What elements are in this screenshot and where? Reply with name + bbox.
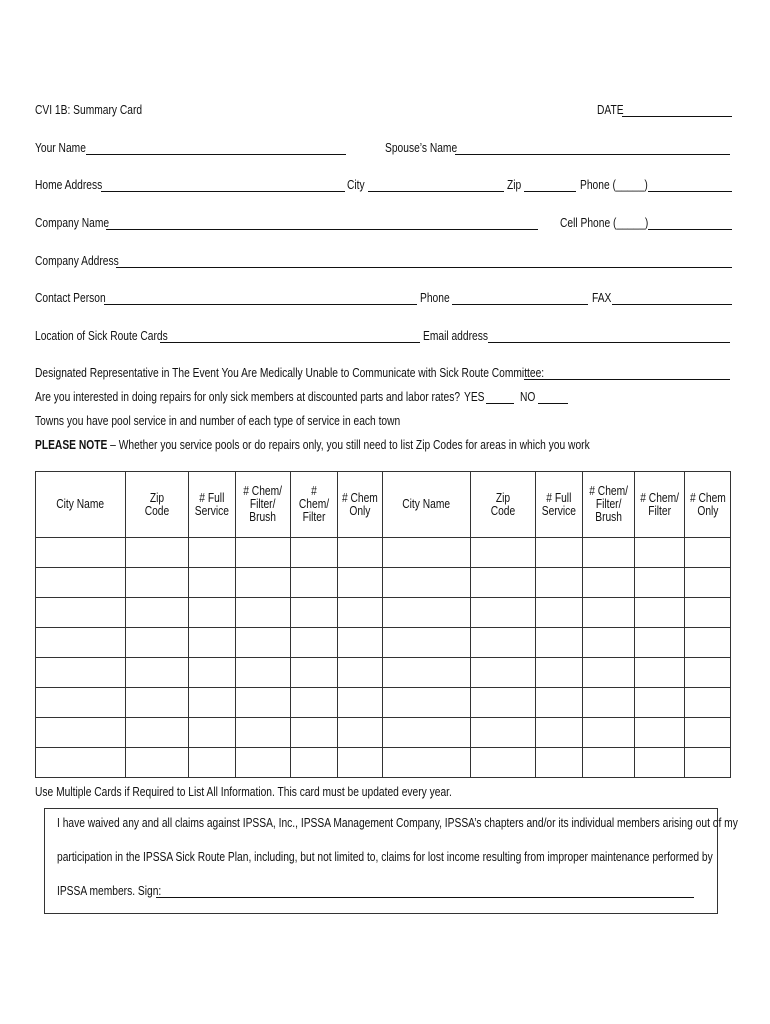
contact-person-label: Contact Person: [35, 291, 106, 305]
table-cell[interactable]: [536, 598, 583, 628]
col-zip-code: Zip Code: [126, 472, 189, 538]
zip-input-line[interactable]: [524, 191, 576, 192]
table-cell[interactable]: [471, 598, 536, 628]
table-row: [36, 598, 731, 628]
table-cell[interactable]: [189, 688, 236, 718]
yes-label: YES: [464, 390, 485, 404]
table-cell[interactable]: [685, 718, 731, 748]
table-row: [36, 538, 731, 568]
table-cell[interactable]: [583, 748, 635, 778]
table-cell[interactable]: [536, 718, 583, 748]
table-cell[interactable]: [536, 628, 583, 658]
col-chem-filter-brush-2: # Chem/ Filter/ Brush: [583, 472, 635, 538]
col-city-name: City Name: [36, 472, 126, 538]
table-cell[interactable]: [583, 688, 635, 718]
col-full-service-2: # Full Service: [536, 472, 583, 538]
table-cell[interactable]: [291, 568, 338, 598]
waiver-line-3: IPSSA members. Sign:: [57, 884, 162, 898]
table-cell[interactable]: [189, 598, 236, 628]
phone-label: Phone (_____): [580, 178, 648, 192]
col-chem-filter-2: # Chem/ Filter: [635, 472, 685, 538]
table-cell[interactable]: [685, 568, 731, 598]
table-cell[interactable]: [383, 748, 471, 778]
location-cards-input-line[interactable]: [160, 342, 420, 343]
table-cell[interactable]: [36, 628, 126, 658]
table-cell[interactable]: [471, 748, 536, 778]
email-input-line[interactable]: [488, 342, 730, 343]
table-cell[interactable]: [583, 568, 635, 598]
your-name-label: Your Name: [35, 141, 86, 155]
table-cell[interactable]: [236, 568, 291, 598]
no-input-line[interactable]: [538, 403, 568, 404]
table-cell[interactable]: [36, 748, 126, 778]
col-chem-only-2: # Chem Only: [685, 472, 731, 538]
table-row: [36, 658, 731, 688]
table-cell[interactable]: [685, 688, 731, 718]
table-cell[interactable]: [383, 628, 471, 658]
table-cell[interactable]: [36, 718, 126, 748]
signature-input-line[interactable]: [156, 897, 694, 898]
phone2-input-line[interactable]: [452, 304, 588, 305]
col-city-name-2: City Name: [383, 472, 471, 538]
table-cell[interactable]: [36, 538, 126, 568]
waiver-line-2: participation in the IPSSA Sick Route Plan, including, but not limited to, claims for lost income resulting from improper maintenance performed by: [57, 850, 713, 864]
your-name-input-line[interactable]: [86, 154, 346, 155]
table-cell[interactable]: [635, 568, 685, 598]
table-cell[interactable]: [189, 538, 236, 568]
table-cell[interactable]: [338, 718, 383, 748]
table-cell[interactable]: [189, 748, 236, 778]
table-cell[interactable]: [583, 658, 635, 688]
table-cell[interactable]: [126, 568, 189, 598]
table-row: [36, 718, 731, 748]
table-cell[interactable]: [583, 628, 635, 658]
table-cell[interactable]: [36, 568, 126, 598]
table-cell[interactable]: [338, 628, 383, 658]
table-cell[interactable]: [126, 538, 189, 568]
table-cell[interactable]: [471, 688, 536, 718]
table-cell[interactable]: [126, 718, 189, 748]
table-cell[interactable]: [291, 688, 338, 718]
col-chem-only: # Chem Only: [338, 472, 383, 538]
cell-phone-label: Cell Phone (_____): [560, 216, 649, 230]
table-cell[interactable]: [685, 598, 731, 628]
table-row: [36, 688, 731, 718]
table-cell[interactable]: [471, 628, 536, 658]
table-cell[interactable]: [583, 718, 635, 748]
table-cell[interactable]: [338, 538, 383, 568]
towns-instruction: Towns you have pool service in and number of each type of service in each town: [35, 414, 401, 428]
table-cell[interactable]: [126, 748, 189, 778]
table-cell[interactable]: [471, 658, 536, 688]
table-cell[interactable]: [126, 688, 189, 718]
table-cell[interactable]: [685, 538, 731, 568]
table-cell[interactable]: [291, 658, 338, 688]
home-address-input-line[interactable]: [101, 191, 345, 192]
table-cell[interactable]: [36, 658, 126, 688]
table-header-row: [36, 472, 731, 538]
phone2-label: Phone: [420, 291, 450, 305]
table-cell[interactable]: [635, 748, 685, 778]
please-note: [35, 438, 590, 452]
table-cell[interactable]: [236, 718, 291, 748]
col-chem-filter-brush: # Chem/ Filter/ Brush: [236, 472, 291, 538]
date-label: DATE: [597, 103, 624, 117]
table-cell[interactable]: [291, 748, 338, 778]
zip-label: Zip: [507, 178, 522, 192]
table-cell[interactable]: [383, 538, 471, 568]
company-name-label: Company Name: [35, 216, 110, 230]
city-label: City: [347, 178, 365, 192]
table-cell[interactable]: [383, 598, 471, 628]
col-zip-code-2: Zip Code: [471, 472, 536, 538]
table-cell[interactable]: [126, 598, 189, 628]
table-cell[interactable]: [685, 748, 731, 778]
table-cell[interactable]: [36, 598, 126, 628]
home-address-label: Home Address: [35, 178, 103, 192]
table-cell[interactable]: [291, 538, 338, 568]
table-cell[interactable]: [236, 628, 291, 658]
table-cell[interactable]: [536, 538, 583, 568]
table-cell[interactable]: [338, 748, 383, 778]
designated-rep-label: Designated Representative in The Event You Are Medically Unable to Communicate with Sick Route Committee:: [35, 366, 545, 380]
company-name-input-line[interactable]: [106, 229, 538, 230]
table-cell[interactable]: [383, 688, 471, 718]
table-cell[interactable]: [536, 748, 583, 778]
table-cell[interactable]: [583, 538, 635, 568]
please-note-label: PLEASE NOTE: [35, 438, 108, 452]
location-cards-label: Location of Sick Route Cards: [35, 329, 168, 343]
table-cell[interactable]: [685, 628, 731, 658]
table-cell[interactable]: [236, 748, 291, 778]
repairs-question: Are you interested in doing repairs for only sick members at discounted parts and labor rates?: [35, 390, 461, 404]
table-cell[interactable]: [189, 628, 236, 658]
table-cell[interactable]: [471, 538, 536, 568]
table-cell[interactable]: [635, 718, 685, 748]
contact-person-input-line[interactable]: [104, 304, 417, 305]
service-table: [35, 471, 731, 778]
table-cell[interactable]: [338, 688, 383, 718]
table-cell[interactable]: [471, 718, 536, 748]
email-label: Email address: [423, 329, 488, 343]
table-cell[interactable]: [126, 658, 189, 688]
yes-input-line[interactable]: [486, 403, 514, 404]
table-cell[interactable]: [685, 658, 731, 688]
table-cell[interactable]: [471, 568, 536, 598]
table-cell[interactable]: [383, 658, 471, 688]
table-cell[interactable]: [36, 688, 126, 718]
table-cell[interactable]: [236, 538, 291, 568]
table-cell[interactable]: [635, 688, 685, 718]
col-full-service: # Full Service: [189, 472, 236, 538]
spouse-name-label: Spouse’s Name: [385, 141, 458, 155]
table-cell[interactable]: [338, 658, 383, 688]
company-address-label: Company Address: [35, 254, 119, 268]
table-row: [36, 628, 731, 658]
table-row: [36, 568, 731, 598]
table-cell[interactable]: [189, 718, 236, 748]
table-cell[interactable]: [338, 598, 383, 628]
table-cell[interactable]: [236, 688, 291, 718]
col-chem-filter: # Chem/ Filter: [291, 472, 338, 538]
form-title: CVI 1B: Summary Card: [35, 103, 143, 117]
table-cell[interactable]: [635, 658, 685, 688]
city-input-line[interactable]: [368, 191, 504, 192]
date-input-line[interactable]: [622, 116, 732, 117]
table-cell[interactable]: [383, 718, 471, 748]
table-row: [36, 748, 731, 778]
table-cell[interactable]: [189, 568, 236, 598]
designated-rep-input-line[interactable]: [524, 379, 730, 380]
fax-label: FAX: [592, 291, 612, 305]
table-cell[interactable]: [536, 688, 583, 718]
please-note-text: – Whether you service pools or do repairs only, you still need to list Zip Codes for areas in which you work: [107, 438, 590, 452]
table-cell[interactable]: [291, 718, 338, 748]
table-cell[interactable]: [189, 658, 236, 688]
fax-input-line[interactable]: [612, 304, 732, 305]
table-cell[interactable]: [338, 568, 383, 598]
table-cell[interactable]: [126, 628, 189, 658]
multiple-cards-note: Use Multiple Cards if Required to List All Information. This card must be updated every year.: [35, 785, 452, 799]
table-cell[interactable]: [635, 538, 685, 568]
spouse-name-input-line[interactable]: [455, 154, 730, 155]
no-label: NO: [520, 390, 536, 404]
table-cell[interactable]: [236, 658, 291, 688]
cell-phone-input-line[interactable]: [648, 229, 732, 230]
table-cell[interactable]: [536, 568, 583, 598]
table-cell[interactable]: [383, 568, 471, 598]
table-cell[interactable]: [583, 598, 635, 628]
table-cell[interactable]: [635, 628, 685, 658]
table-cell[interactable]: [291, 598, 338, 628]
table-cell[interactable]: [236, 598, 291, 628]
waiver-line-1: I have waived any and all claims against IPSSA, Inc., IPSSA Management Company, IPSSA’s chapters and/or its individual members arising out of my: [57, 816, 738, 830]
phone-input-line[interactable]: [648, 191, 732, 192]
table-cell[interactable]: [291, 628, 338, 658]
company-address-input-line[interactable]: [116, 267, 732, 268]
table-cell[interactable]: [635, 598, 685, 628]
table-cell[interactable]: [536, 658, 583, 688]
